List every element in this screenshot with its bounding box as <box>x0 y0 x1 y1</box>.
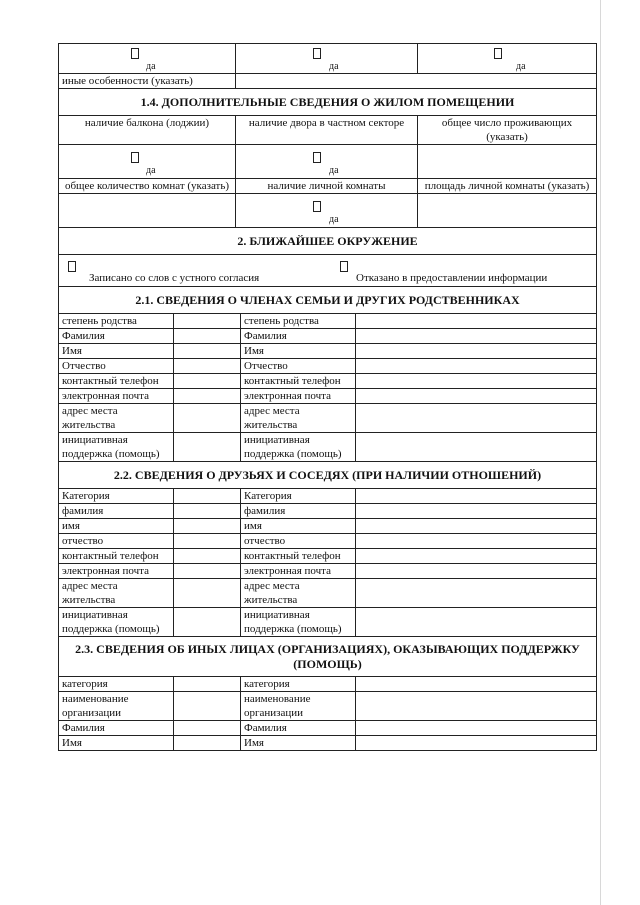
table-row <box>59 534 597 549</box>
row-label: электронная почта <box>59 564 174 579</box>
value-field[interactable] <box>356 579 597 608</box>
value-field[interactable] <box>174 549 241 564</box>
value-field[interactable] <box>356 374 597 389</box>
section-title: 2.3. СВЕДЕНИЯ ОБ ИНЫХ ЛИЦАХ (ОРГАНИЗАЦИЯХ), ОКАЗЫВАЮЩИХ ПОДДЕРЖКУ (ПОМОЩЬ) <box>59 637 597 677</box>
value-field[interactable] <box>356 404 597 433</box>
section-title: 2.1. СВЕДЕНИЯ О ЧЛЕНАХ СЕМЬИ И ДРУГИХ РОДСТВЕННИКАХ <box>59 287 597 314</box>
row-label: электронная почта <box>241 389 356 404</box>
value-field[interactable] <box>356 608 597 637</box>
value-field[interactable] <box>356 433 597 462</box>
row-label: Фамилия <box>59 721 174 736</box>
rooms-count-label: общее количество комнат (указать) <box>59 179 236 194</box>
other-features-row <box>59 74 597 89</box>
checkbox[interactable] <box>131 48 139 59</box>
value-field[interactable] <box>174 504 241 519</box>
value-field[interactable] <box>174 433 241 462</box>
row-label: инициативная поддержка (помощь) <box>59 608 174 637</box>
own-room-area-label: площадь личной комнаты (указать) <box>418 179 597 194</box>
row-label: наименование организации <box>59 692 174 721</box>
own-room-label: наличие личной комнаты <box>236 179 418 194</box>
row-label: Имя <box>59 736 174 751</box>
row-label: инициативная поддержка (помощь) <box>241 433 356 462</box>
value-field[interactable] <box>174 404 241 433</box>
checkbox-yes-label: да <box>329 214 339 225</box>
row-label: отчество <box>241 534 356 549</box>
form-table <box>58 43 597 751</box>
checkbox[interactable] <box>313 152 321 163</box>
value-field[interactable] <box>174 692 241 721</box>
value-field[interactable] <box>356 534 597 549</box>
value-field[interactable] <box>174 359 241 374</box>
row-label: Имя <box>241 736 356 751</box>
row-label: инициативная поддержка (помощь) <box>59 433 174 462</box>
section-2-header <box>59 228 597 255</box>
row-label: наименование организации <box>241 692 356 721</box>
section-1-4-labels-b <box>59 179 597 194</box>
yard-label: наличие двора в частном секторе <box>236 116 418 145</box>
row-label: электронная почта <box>59 389 174 404</box>
value-field[interactable] <box>174 344 241 359</box>
row-label: категория <box>241 677 356 692</box>
row-label: категория <box>59 677 174 692</box>
row-label: имя <box>59 519 174 534</box>
value-field[interactable] <box>174 329 241 344</box>
table-row <box>59 359 597 374</box>
section-1-4-labels-a <box>59 116 597 145</box>
residents-label: общее число проживающих (указать) <box>418 116 597 145</box>
value-field[interactable] <box>174 721 241 736</box>
checkbox-yes-label: да <box>329 165 339 176</box>
row-label: Имя <box>59 344 174 359</box>
value-field[interactable] <box>356 692 597 721</box>
value-field[interactable] <box>174 564 241 579</box>
rooms-count-field[interactable] <box>59 194 236 228</box>
value-field[interactable] <box>356 314 597 329</box>
checkbox[interactable] <box>494 48 502 59</box>
top-checkbox-row <box>59 44 597 74</box>
table-row <box>59 314 597 329</box>
section-2-2-header <box>59 462 597 489</box>
table-row <box>59 329 597 344</box>
other-features-field[interactable] <box>236 74 597 89</box>
table-row <box>59 721 597 736</box>
table-row <box>59 389 597 404</box>
row-label: электронная почта <box>241 564 356 579</box>
consent-refused-checkbox[interactable] <box>340 261 348 272</box>
checkbox-cell-3[interactable] <box>418 44 597 74</box>
value-field[interactable] <box>174 736 241 751</box>
checkbox[interactable] <box>313 201 321 212</box>
row-label: адрес места жительства <box>241 404 356 433</box>
checkbox-yes-label: да <box>516 61 526 72</box>
other-features-label: иные особенности (указать) <box>59 74 236 89</box>
table-row <box>59 374 597 389</box>
table-row <box>59 549 597 564</box>
table-row <box>59 677 597 692</box>
row-label: Фамилия <box>59 329 174 344</box>
consent-cell <box>59 255 597 287</box>
table-row <box>59 579 597 608</box>
section-title: 2.2. СВЕДЕНИЯ О ДРУЗЬЯХ И СОСЕДЯХ (ПРИ НАЛИЧИИ ОТНОШЕНИЙ) <box>59 462 597 489</box>
row-label: степень родства <box>59 314 174 329</box>
value-field[interactable] <box>174 608 241 637</box>
row-label: адрес места жительства <box>59 579 174 608</box>
value-field[interactable] <box>356 721 597 736</box>
row-label: контактный телефон <box>59 549 174 564</box>
row-label: контактный телефон <box>59 374 174 389</box>
row-label: Фамилия <box>241 721 356 736</box>
section-2-1-body <box>59 314 597 462</box>
checkbox-cell-2[interactable] <box>236 44 418 74</box>
row-label: Отчество <box>241 359 356 374</box>
checkbox-cell-1[interactable] <box>59 44 236 74</box>
row-label: отчество <box>59 534 174 549</box>
value-field[interactable] <box>174 389 241 404</box>
section-2-1-header <box>59 287 597 314</box>
table-row <box>59 564 597 579</box>
row-label: адрес места жительства <box>241 579 356 608</box>
section-2-2-body <box>59 489 597 637</box>
consent-oral-checkbox[interactable] <box>68 261 76 272</box>
section-1-4-inputs-a <box>59 145 597 179</box>
value-field[interactable] <box>174 677 241 692</box>
value-field[interactable] <box>174 579 241 608</box>
table-row <box>59 608 597 637</box>
row-label: фамилия <box>59 504 174 519</box>
value-field[interactable] <box>356 564 597 579</box>
value-field[interactable] <box>174 519 241 534</box>
table-row <box>59 433 597 462</box>
section-1-4-header <box>59 89 597 116</box>
section-2-3-body <box>59 677 597 751</box>
table-row <box>59 489 597 504</box>
value-field[interactable] <box>356 489 597 504</box>
row-label: Категория <box>241 489 356 504</box>
balcony-label: наличие балкона (лоджии) <box>59 116 236 145</box>
consent-refused-label: Отказано в предоставлении информации <box>356 272 548 284</box>
row-label: степень родства <box>241 314 356 329</box>
table-row <box>59 736 597 751</box>
yard-checkbox-cell[interactable] <box>236 145 418 179</box>
row-label: адрес места жительства <box>59 404 174 433</box>
checkbox[interactable] <box>131 152 139 163</box>
row-label: инициативная поддержка (помощь) <box>241 608 356 637</box>
scan-edge-line <box>600 0 601 905</box>
value-field[interactable] <box>356 504 597 519</box>
value-field[interactable] <box>356 329 597 344</box>
checkbox-yes-label: да <box>146 61 156 72</box>
value-field[interactable] <box>174 374 241 389</box>
row-label: имя <box>241 519 356 534</box>
value-field[interactable] <box>356 677 597 692</box>
table-row <box>59 404 597 433</box>
table-row <box>59 504 597 519</box>
section-1-4-inputs-b <box>59 194 597 228</box>
section-title: 1.4. ДОПОЛНИТЕЛЬНЫЕ СВЕДЕНИЯ О ЖИЛОМ ПОМЕЩЕНИИ <box>59 89 597 116</box>
value-field[interactable] <box>356 736 597 751</box>
row-label: контактный телефон <box>241 374 356 389</box>
value-field[interactable] <box>174 314 241 329</box>
value-field[interactable] <box>356 359 597 374</box>
value-field[interactable] <box>356 389 597 404</box>
value-field[interactable] <box>356 344 597 359</box>
value-field[interactable] <box>174 489 241 504</box>
row-label: Имя <box>241 344 356 359</box>
consent-row <box>59 255 597 287</box>
value-field[interactable] <box>356 549 597 564</box>
checkbox-yes-label: да <box>329 61 339 72</box>
value-field[interactable] <box>174 534 241 549</box>
row-label: Отчество <box>59 359 174 374</box>
own-room-area-field[interactable] <box>418 194 597 228</box>
form-sheet <box>58 43 596 751</box>
value-field[interactable] <box>356 519 597 534</box>
section-2-3-header <box>59 637 597 677</box>
own-room-checkbox-cell[interactable] <box>236 194 418 228</box>
row-label: контактный телефон <box>241 549 356 564</box>
section-title: 2. БЛИЖАЙШЕЕ ОКРУЖЕНИЕ <box>59 228 597 255</box>
balcony-checkbox-cell[interactable] <box>59 145 236 179</box>
table-row <box>59 519 597 534</box>
row-label: фамилия <box>241 504 356 519</box>
table-row <box>59 344 597 359</box>
consent-oral-label: Записано со слов с устного согласия <box>89 272 260 284</box>
table-row <box>59 692 597 721</box>
row-label: Категория <box>59 489 174 504</box>
row-label: Фамилия <box>241 329 356 344</box>
residents-field[interactable] <box>418 145 597 179</box>
checkbox[interactable] <box>313 48 321 59</box>
checkbox-yes-label: да <box>146 165 156 176</box>
